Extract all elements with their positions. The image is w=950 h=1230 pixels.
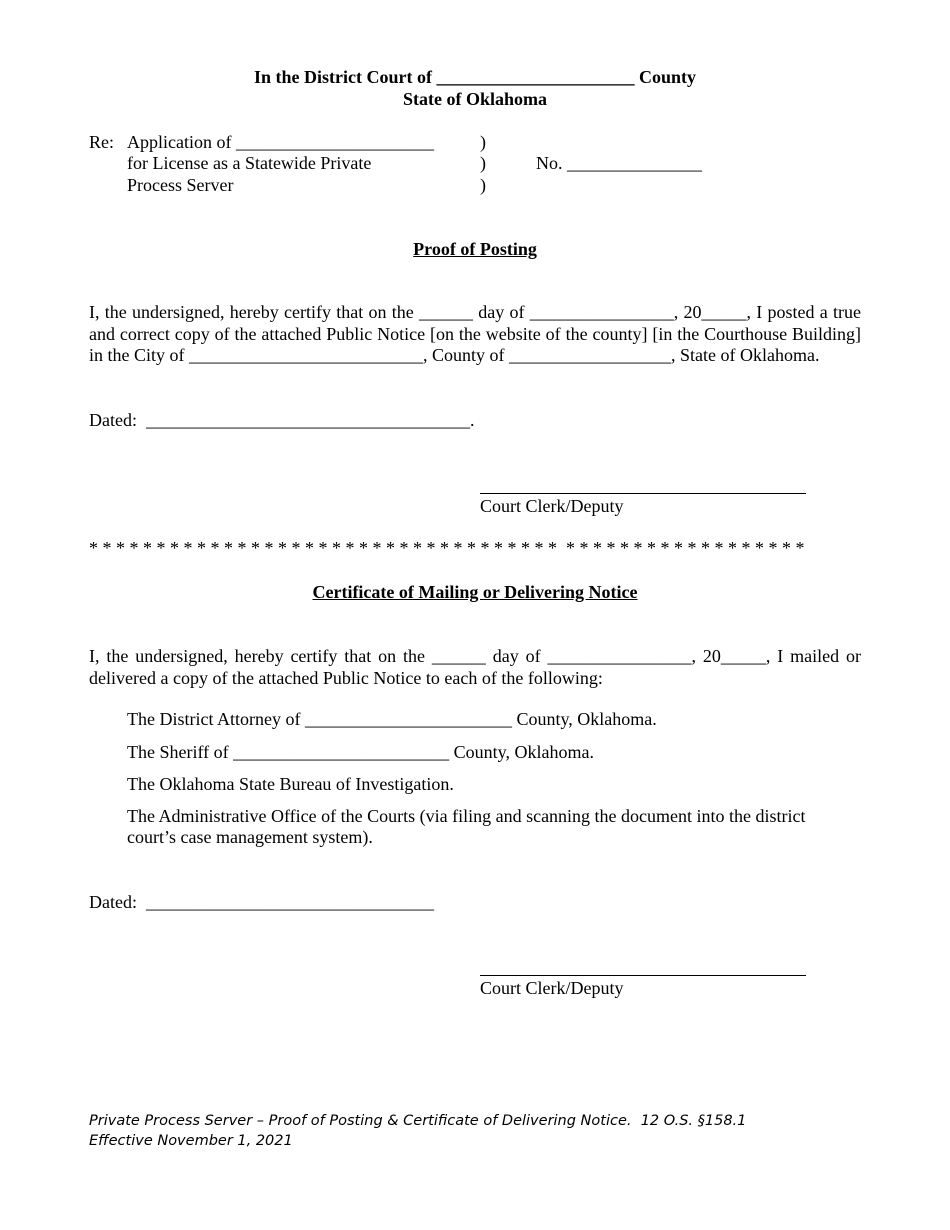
recipient-aoc: The Administrative Office of the Courts (via filing and scanning the document into the district court’s case management system). xyxy=(127,806,806,847)
certificate-body: I, the undersigned, hereby certify that on the ______ day of ________________, 20_____, I mailed or delivered a copy of the attached Public Notice to each of the following: xyxy=(89,646,861,688)
case-number: No. _______________ xyxy=(536,153,702,173)
posting-signature-line xyxy=(480,493,806,494)
recipient-osbi: The Oklahoma State Bureau of Investigation. xyxy=(127,774,454,794)
caption-line-2: for License as a Statewide Private xyxy=(127,153,372,173)
footer-citation: Private Process Server – Proof of Posting & Certificate of Delivering Notice. 12 O.S. §158.1 xyxy=(89,1113,747,1129)
court-heading: In the District Court of ______________________ County xyxy=(254,67,696,87)
certificate-signature-line xyxy=(480,975,806,976)
caption-line-1: Application of ______________________ xyxy=(127,132,434,152)
certificate-dated-line: Dated: ________________________________ xyxy=(89,892,434,912)
proof-of-posting-title: Proof of Posting xyxy=(413,239,537,259)
footer-effective-date: Effective November 1, 2021 xyxy=(89,1133,293,1149)
proof-of-posting-body: I, the undersigned, hereby certify that on the ______ day of ________________, 20_____, I posted a true and correct copy of the attached Public Notice [on the website of the county] [in the Courthouse Building] in the City of __________________________, County of __________________, State of Oklahoma. xyxy=(89,302,861,365)
recipient-sheriff: The Sheriff of ________________________ County, Oklahoma. xyxy=(127,742,594,762)
posting-signature-label: Court Clerk/Deputy xyxy=(480,496,624,516)
caption-line-3: Process Server xyxy=(127,175,234,195)
certificate-title: Certificate of Mailing or Delivering Notice xyxy=(312,582,638,602)
caption-paren: ) xyxy=(480,175,486,195)
caption-paren: ) xyxy=(480,132,486,152)
caption-paren: ) xyxy=(480,153,486,173)
re-label: Re: xyxy=(89,132,114,152)
posting-dated-line: Dated: ____________________________________. xyxy=(89,410,475,430)
recipient-district-attorney: The District Attorney of _______________________ County, Oklahoma. xyxy=(127,709,657,729)
section-separator: * * * * * * * * * * * * * * * * * * * * * * * * * * * * * * * * * * * * * * * * * * * * * * * * * * * * * xyxy=(89,538,805,558)
state-heading: State of Oklahoma xyxy=(403,89,547,109)
certificate-signature-label: Court Clerk/Deputy xyxy=(480,978,624,998)
